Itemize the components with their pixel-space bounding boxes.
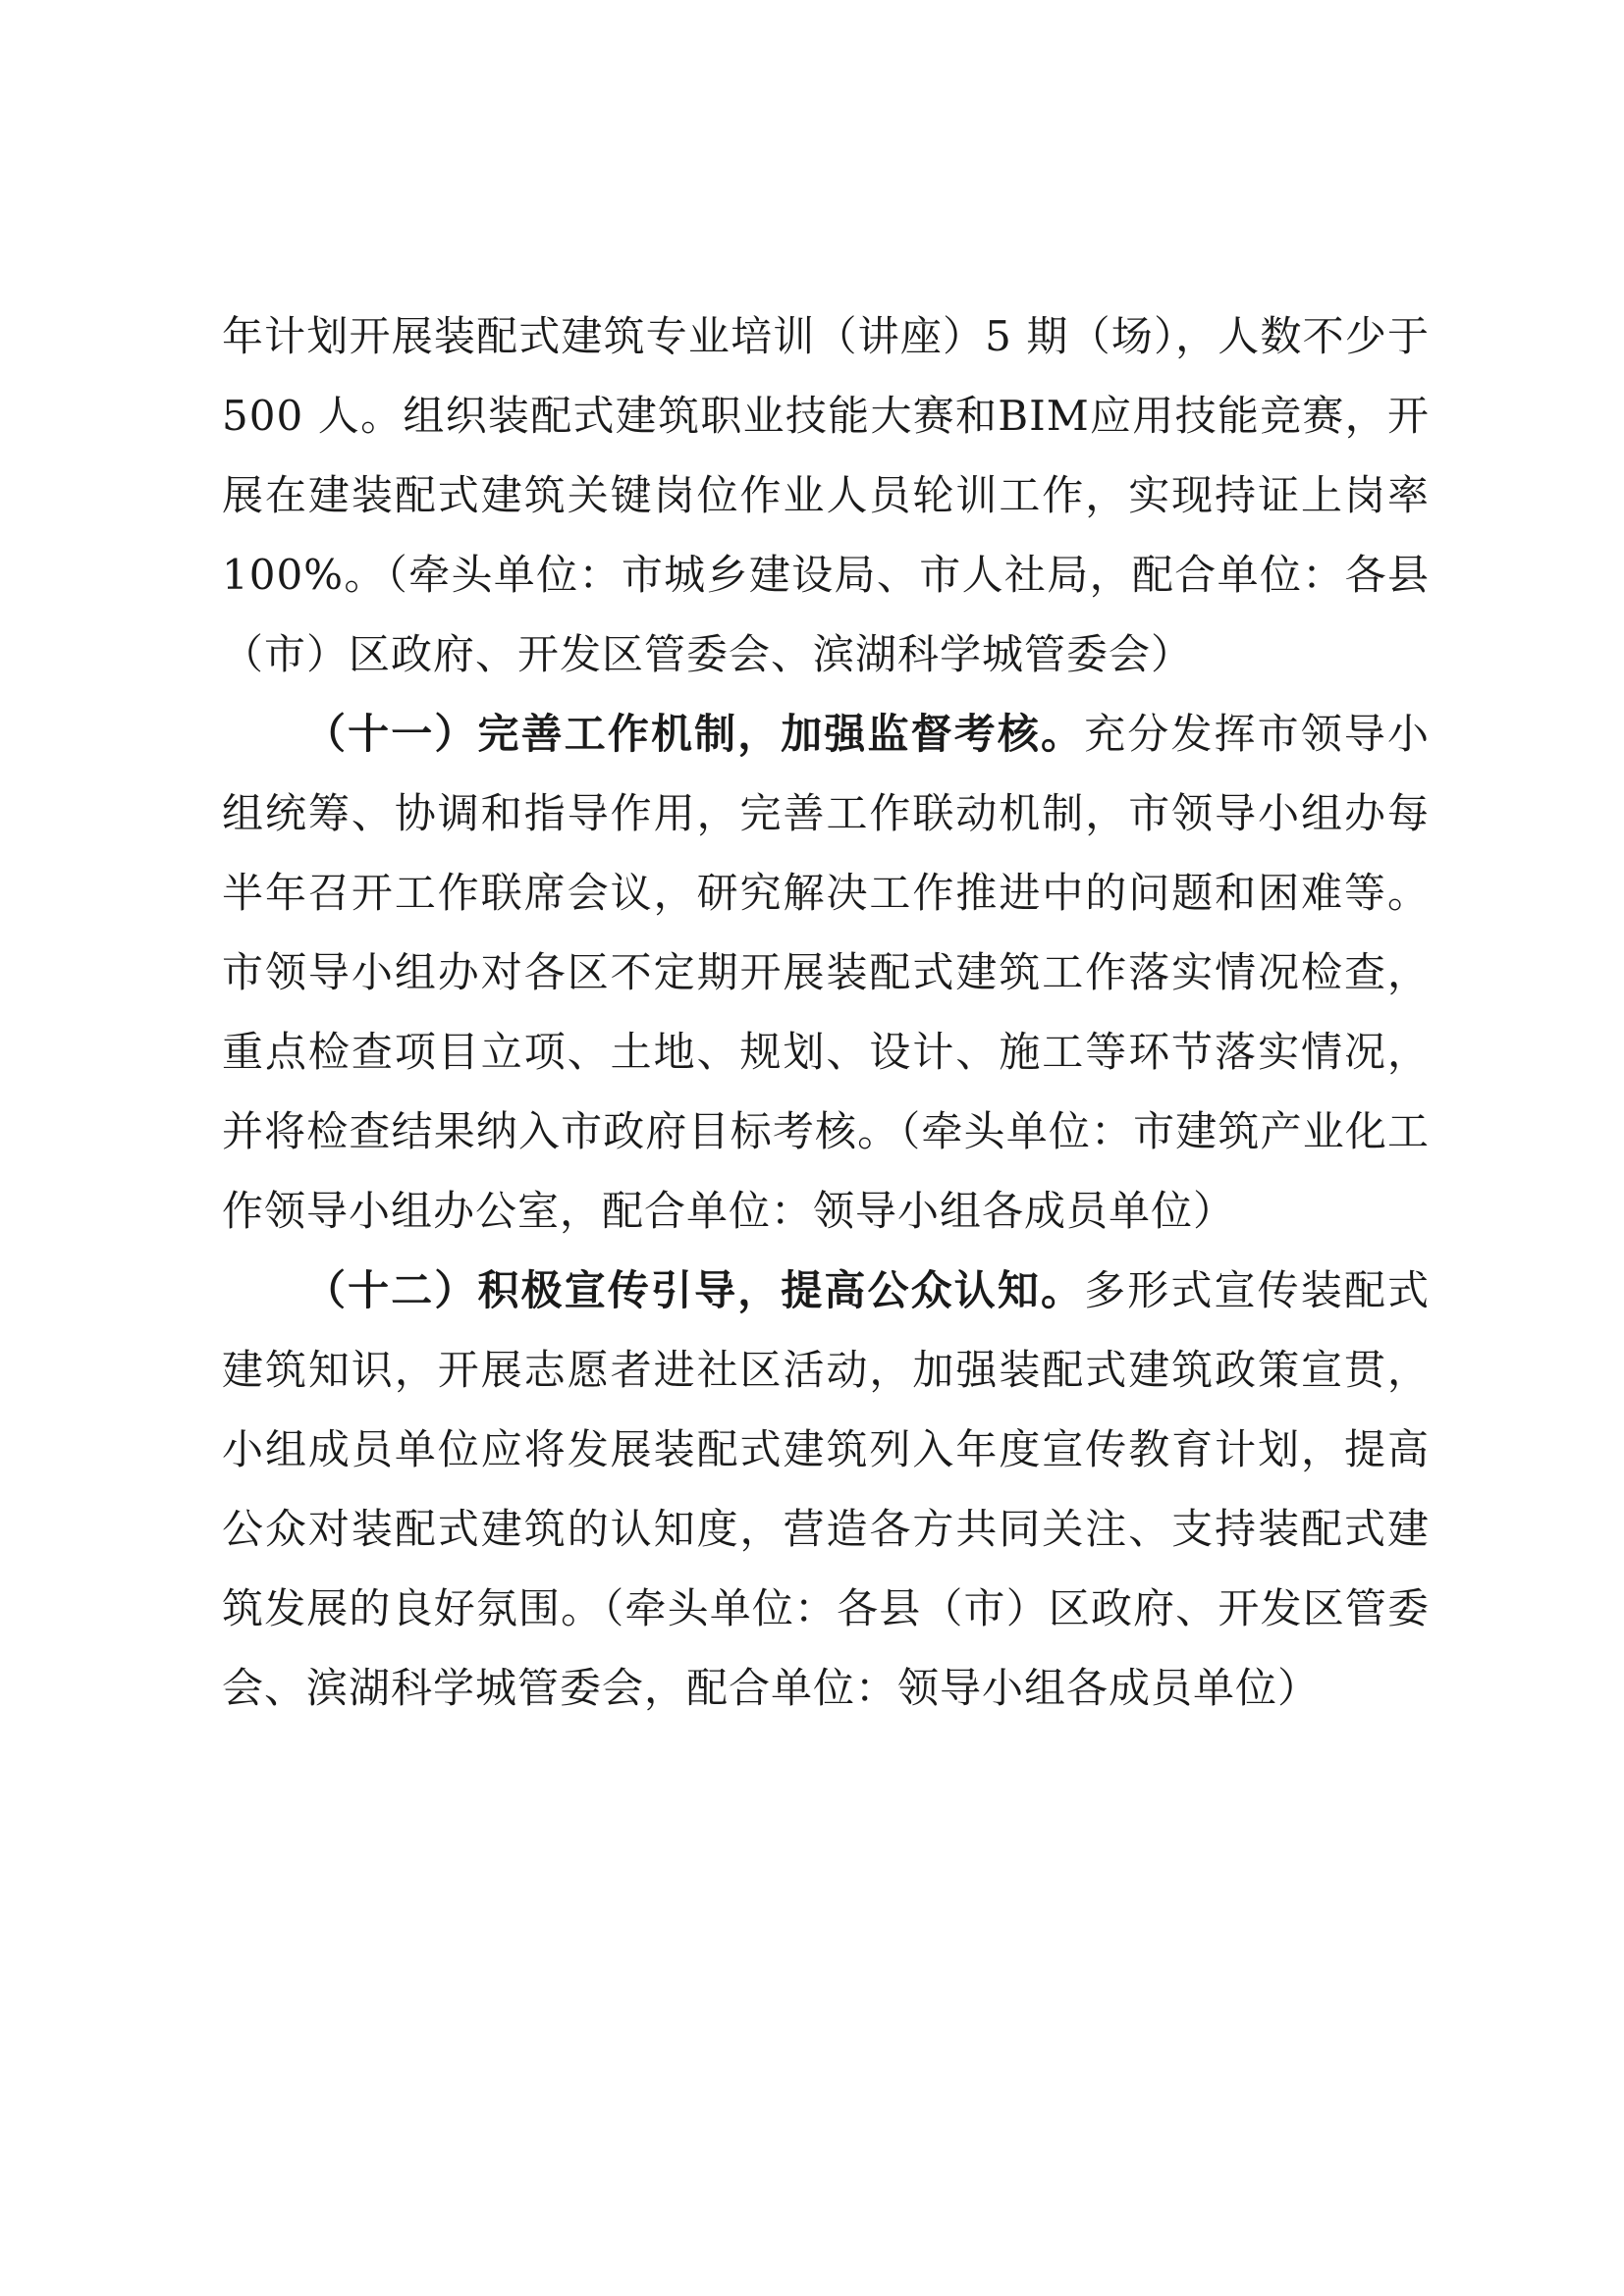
section-heading: （十一）完善工作机制，加强监督考核。: [304, 710, 1085, 758]
paragraph-section-12: [222, 1251, 1430, 1728]
paragraph-text: 多形式宣传装配式建筑知识，开展志愿者进社区活动，加强装配式建筑政策宣贯，小组成员单位应将发展装配式建筑列入年度宣传教育计划，提高公众对装配式建筑的认知度，营造各方共同关注、支持装配式建筑发展的良好氛围。（牵头单位：各县（市）区政府、开发区管委会、滨湖科学城管委会，配合单位：领导小组各成员单位）: [222, 1266, 1430, 1712]
document-body: [222, 296, 1430, 1728]
paragraph-text: 充分发挥市领导小组统筹、协调和指导作用，完善工作联动机制，市领导小组办每半年召开工作联席会议，研究解决工作推进中的问题和困难等。市领导小组办对各区不定期开展装配式建筑工作落实情况检查，重点检查项目立项、土地、规划、设计、施工等环节落实情况，并将检查结果纳入市政府目标考核。（牵头单位：市建筑产业化工作领导小组办公室，配合单位：领导小组各成员单位）: [222, 710, 1430, 1235]
paragraph-section-11: [222, 694, 1430, 1251]
section-heading: （十二）积极宣传引导，提高公众认知。: [304, 1266, 1085, 1314]
paragraph-text: 年计划开展装配式建筑专业培训（讲座）5 期（场），人数不少于500 人。组织装配式建筑职业技能大赛和BIM应用技能竞赛，开展在建装配式建筑关键岗位作业人员轮训工作，实现持证上岗率100%。（牵头单位：市城乡建设局、市人社局，配合单位：各县（市）区政府、开发区管委会、滨湖科学城管委会）: [222, 312, 1430, 678]
paragraph-training: [222, 296, 1430, 694]
